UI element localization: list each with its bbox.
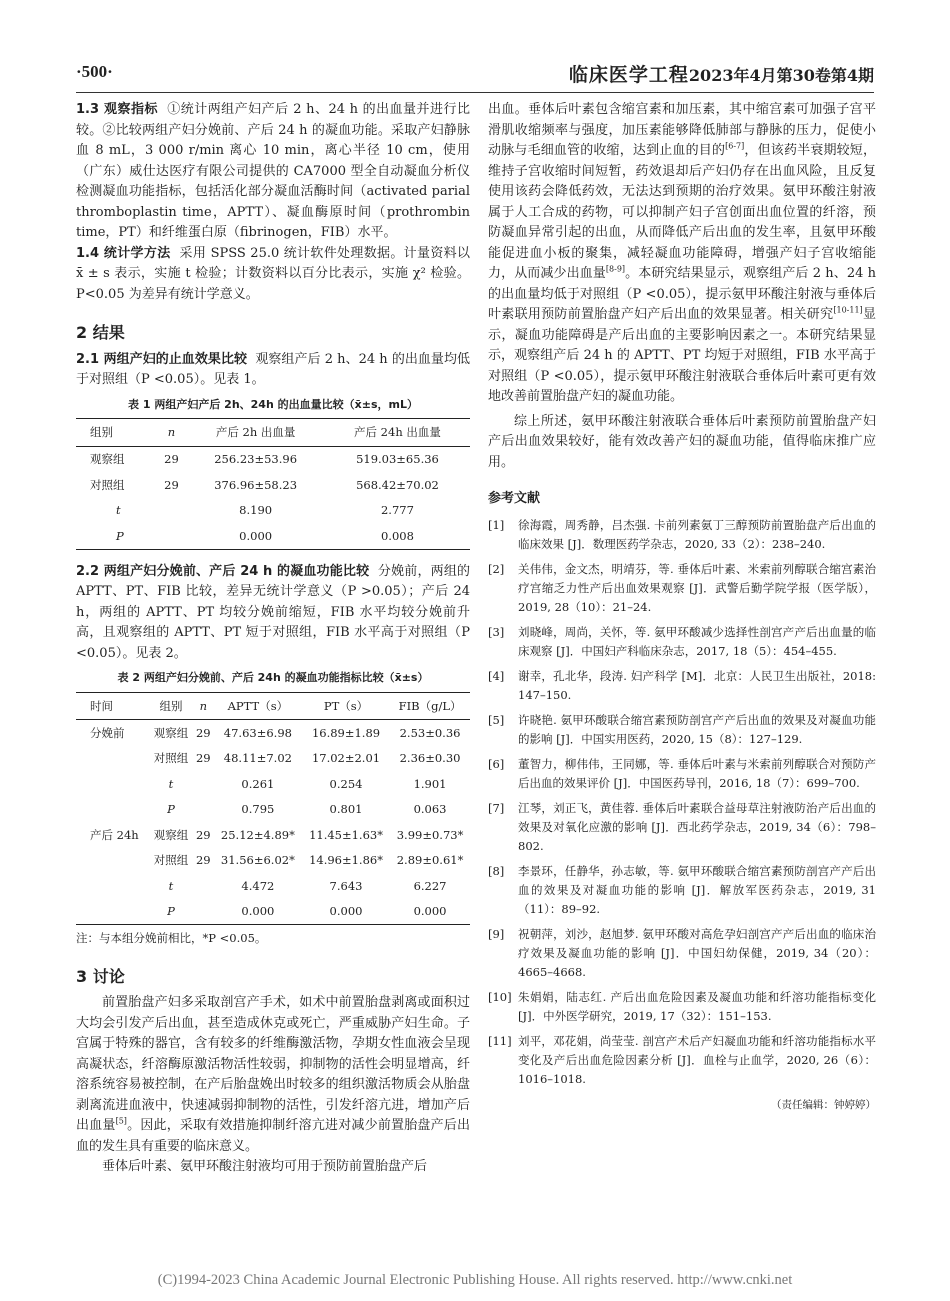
table-cell: 6.227 xyxy=(413,878,447,893)
reference-text: 董智力，柳伟伟，王同娜，等. 垂体后叶素与米索前列醇联合对预防产后出血的效果评价 [J]．中国医药导刊，2016, 18（7）：699–700. xyxy=(518,756,876,790)
reference-item xyxy=(488,711,876,749)
table-cell: 568.42±70.02 xyxy=(356,477,439,492)
table-cell: 16.89±1.89 xyxy=(311,725,381,740)
table-cell: 对照组 xyxy=(153,853,189,867)
section-2-2 xyxy=(76,562,470,665)
section-1-3-text: ①统计两组产妇产后 2 h、24 h 的出血量并进行比较。②比较两组产妇分娩前、产后 24 h 的凝血功能。采取产妇静脉血 8 mL，3 000 r/min 离心 10 min，离心半径 10 cm，使用（广东）威仕达医疗有限公司提供的 CA7000 型全自动凝血分析仪检测凝血功能指标，包括活化部分凝血活酶时间（activated parial thromboplastin time，APTT）、凝血酶原时间（prothrombin time，PT）和纤维蛋白原（fibrinogen，FIB）水平。 xyxy=(76,102,471,240)
table-cell: 0.000 xyxy=(302,899,390,925)
reference-number: [1] xyxy=(488,517,505,532)
discussion-text-d: 显示，凝血功能障碍是产后出血的主要影响因素之一。本研究结果显示，观察组产后 24 h 的 APTT、PT 均短于对照组，FIB 水平高于对照组（P <0.05），提示氨甲环酸注射液联合垂体后叶素可更有效地改善前置胎盘产妇的凝血功能。 xyxy=(488,307,876,404)
table-cell: 1.901 xyxy=(413,776,447,791)
table-cell: 29 xyxy=(164,452,179,466)
table-cell: 8.190 xyxy=(239,503,273,517)
reference-number: [3] xyxy=(488,624,505,639)
reference-text: 祝朝萍，刘沙，赵旭梦. 氨甲环酸对高危孕妇剖宫产产后出血的临床治疗效果及凝血功能的影响 [J]．中国妇幼保健，2019, 34（20）：4665–4668. xyxy=(518,926,876,979)
table-cell: 29 xyxy=(195,853,211,867)
table-2-body xyxy=(76,720,470,925)
table-cell: 25.12±4.89* xyxy=(220,827,295,842)
citation-8-9: [8-9] xyxy=(605,264,626,274)
table-cell: 0.795 xyxy=(241,802,275,816)
table-2-header: 时间 xyxy=(76,692,149,720)
table-cell: 0.801 xyxy=(329,802,363,816)
table-cell: t xyxy=(168,878,174,893)
references-list xyxy=(488,516,876,1089)
table-1-caption: 表 1 两组产妇产后 2h、24h 的出血量比较（x̄±s，mL） xyxy=(128,397,418,411)
table-cell: 对照组 xyxy=(153,751,189,765)
section-1-4-heading: 1.4 统计学方法 xyxy=(76,245,171,261)
responsible-editor: （责任编辑：钟婷婷） xyxy=(771,1098,876,1111)
table-1-header-row xyxy=(76,419,470,447)
table-cell: 3.99±0.73* xyxy=(396,827,464,842)
reference-item xyxy=(488,799,876,856)
discussion-paragraph xyxy=(488,100,876,408)
table-cell xyxy=(76,848,149,874)
table-cell: 0.000 xyxy=(186,523,325,549)
table-row xyxy=(76,472,470,498)
table-row xyxy=(76,498,470,524)
table-cell: 31.56±6.02* xyxy=(220,853,295,867)
references-heading: 参考文献 xyxy=(488,491,541,506)
table-cell: 0.254 xyxy=(329,776,363,791)
table-cell: 2.89±0.61* xyxy=(396,853,464,867)
table-cell: P xyxy=(167,802,175,816)
table-1 xyxy=(76,418,470,550)
table-cell xyxy=(193,771,214,797)
reference-number: [5] xyxy=(488,712,505,727)
page-number: ·500· xyxy=(76,62,113,81)
journal-name: 临床医学工程 xyxy=(568,64,689,86)
reference-item xyxy=(488,1032,876,1089)
section-1-3 xyxy=(76,100,470,244)
reference-number: [8] xyxy=(488,863,505,878)
reference-text: 徐海霞，周秀静，吕杰强. 卡前列素氨丁三醇预防前置胎盘产后出血的临床效果 [J]．数理医药学杂志，2020, 33（2）：238–240. xyxy=(518,517,876,551)
table-cell: 256.23±53.96 xyxy=(214,452,298,466)
discussion-text-a: 出血。垂体后叶素包含缩宫素和加压素，其中缩宫素可加强子宫平滑肌收缩频率与强度，加压素能够降低肺部与静脉的压力，促使小动脉与毛细血管的收缩，达到止血的目的 xyxy=(488,102,876,158)
table-cell: 2.777 xyxy=(380,503,414,517)
table-cell xyxy=(157,523,187,549)
table-cell: 29 xyxy=(195,751,211,765)
table-cell: 0.261 xyxy=(241,776,275,791)
reference-text: 许晓艳. 氨甲环酸联合缩宫素预防剖宫产产后出血的效果及对凝血功能的影响 [J]．中国实用医药，2020, 15（8）：127–129. xyxy=(518,712,876,746)
table-row xyxy=(76,771,470,797)
table-row xyxy=(76,848,470,874)
section-3-heading: 3 讨论 xyxy=(76,966,125,986)
reference-item xyxy=(488,667,876,705)
table-cell: 17.02±2.01 xyxy=(311,751,381,765)
table-cell: P xyxy=(149,899,193,925)
table-cell xyxy=(76,771,149,797)
reference-number: [2] xyxy=(488,561,505,576)
journal-issue: 2023年4月第30卷第4期 xyxy=(688,66,874,85)
table-row xyxy=(76,822,470,848)
reference-text: 谢幸，孔北华，段涛. 妇产科学 [M]．北京：人民卫生出版社，2018: 147–150. xyxy=(518,668,876,702)
table-1-header: 产后 24h 出血量 xyxy=(325,419,470,447)
table-cell: 2.36±0.30 xyxy=(399,751,461,765)
section-2-1-heading: 2.1 两组产妇的止血效果比较 xyxy=(76,351,247,367)
reference-text: 江琴，刘正飞，黄佳蓉. 垂体后叶素联合益母草注射液防治产后出血的效果及对氧化应激的影响 [J]．西北药学杂志，2019, 34（6）：798–802. xyxy=(518,800,876,853)
table-2 xyxy=(76,692,470,926)
reference-text: 刘晓峰，周尚，关怀，等. 氨甲环酸减少选择性剖宫产产后出血量的临床观察 [J]．中国妇产科临床杂志，2017, 18（5）：454–455. xyxy=(518,624,876,658)
reference-text: 李景环，任静华，孙志敏，等. 氨甲环酸联合缩宫素预防剖宫产产后出血的效果及对凝血功能的影响 [J]．解放军医药杂志，2019, 31（11）：89–92. xyxy=(518,863,876,916)
table-1-body xyxy=(76,446,470,549)
table-row xyxy=(76,523,470,549)
table-cell: 376.96±58.23 xyxy=(214,477,298,492)
reference-item xyxy=(488,925,876,982)
table-1-header: n xyxy=(157,419,187,447)
reference-text: 关伟伟，金文杰，明靖芬，等. 垂体后叶素、米索前列醇联合缩宫素治疗宫缩乏力性产后出血效果观察 [J]．武警后勤学院学报（医学版），2019, 28（10）：21–24. xyxy=(518,561,876,614)
section-2-heading: 2 结果 xyxy=(76,323,125,342)
table-cell xyxy=(157,498,187,524)
page-header xyxy=(76,58,874,93)
reference-number: [10] xyxy=(488,989,512,1004)
table-cell: 11.45±1.63* xyxy=(309,827,383,842)
conclusion-paragraph: 综上所述，氨甲环酸注射液联合垂体后叶素预防前置胎盘产妇产后出血效果较好，能有效改善产妇的凝血功能，值得临床推广应用。 xyxy=(488,413,876,470)
journal-title xyxy=(569,60,874,87)
table-2-header: FIB（g/L） xyxy=(390,692,470,720)
copyright-footer: (C)1994-2023 China Academic Journal Electronic Publishing House. All rights reserved. http://www.cnki.net xyxy=(157,1272,793,1288)
reference-number: [9] xyxy=(488,926,505,941)
reference-text: 朱娟娟，陆志红. 产后出血危险因素及凝血功能和纤溶功能指标变化 [J]．中外医学研究，2019, 17（32）：151–153. xyxy=(518,989,876,1023)
section-3-paragraph-1 xyxy=(76,993,470,1157)
table-cell: 0.063 xyxy=(413,802,447,816)
table-cell: 47.63±6.98 xyxy=(223,725,292,740)
reference-number: [7] xyxy=(488,800,505,815)
citation-6-7: [6-7] xyxy=(725,141,745,151)
discussion-text-b: ，但该药半衰期较短，维持子宫收缩时间短暂，药效退却后产妇仍存在出血风险，且反复使用该药会降低药效，无法达到预期的治疗效果。氨甲环酸注射液属于人工合成的药物，可以抑制产妇子宫创面出血位置的纤溶，预防凝血异常引起的出血，从而降低产后出血的发生率，且氨甲环酸能促进血小板的聚集，减轻凝血功能障碍，增强产妇子宫收缩能力，从而减少出血量 xyxy=(488,143,876,281)
section-2-2-heading: 2.2 两组产妇分娩前、产后 24 h 的凝血功能比较 xyxy=(76,563,370,579)
table-cell: 29 xyxy=(195,827,211,842)
reference-number: [11] xyxy=(488,1033,512,1048)
table-cell: 观察组 xyxy=(90,452,125,466)
table-2-note: 注：与本组分娩前相比，*P <0.05。 xyxy=(76,931,267,945)
table-2-header-row xyxy=(76,692,470,720)
table-cell: 观察组 xyxy=(153,725,189,740)
table-cell xyxy=(76,797,149,823)
reference-number: [6] xyxy=(488,756,505,771)
reference-text: 刘平，邓花娟，尚莹莹. 剖宫产术后产妇凝血功能和纤溶功能指标水平变化及产后出血危险因素分析 [J]．血栓与止血学，2020, 26（6）：1016–1018. xyxy=(518,1033,876,1086)
reference-item xyxy=(488,862,876,919)
citation-10-11: [10-11] xyxy=(833,305,863,315)
table-row xyxy=(76,446,470,472)
table-cell: t xyxy=(116,503,121,517)
table-cell xyxy=(76,899,149,925)
table-cell: 对照组 xyxy=(90,477,125,492)
table-cell: P xyxy=(76,523,157,549)
reference-item xyxy=(488,516,876,554)
reference-item xyxy=(488,560,876,617)
table-cell: 0.000 xyxy=(390,899,470,925)
table-2-header: APTT（s） xyxy=(214,692,302,720)
section-1-4 xyxy=(76,244,470,306)
section-3-paragraph-2: 垂体后叶素、氨甲环酸注射液均可用于预防前置胎盘产后 xyxy=(102,1159,428,1174)
table-cell: 分娩前 xyxy=(90,725,125,740)
table-1-header: 组别 xyxy=(76,419,157,447)
table-cell: 519.03±65.36 xyxy=(356,452,439,466)
table-cell: 48.11±7.02 xyxy=(223,751,292,765)
table-1-header: 产后 2h 出血量 xyxy=(186,419,325,447)
table-row xyxy=(76,797,470,823)
table-cell: 4.472 xyxy=(241,878,275,893)
discussion-text-c: 。本研究结果显示，观察组产后 2 h、24 h 的出血量均低于对照组（P <0.05），提示氨甲环酸注射液与垂体后叶素联用预防前置胎盘产妇产后出血的效果显著。相关研究 xyxy=(488,266,876,322)
table-cell: 0.000 xyxy=(214,899,302,925)
section-2-1-text: 观察组产后 2 h、24 h 的出血量均低于对照组（P <0.05）。见表 1。 xyxy=(76,351,471,387)
table-cell xyxy=(76,746,149,772)
section-3-p1-tail: 。因此，采取有效措施抑制纤溶亢进对减少前置胎盘产后出血的发生具有重要的临床意义。 xyxy=(76,1118,470,1154)
section-3-p1-text: 前置胎盘产妇多采取剖宫产手术，如术中前置胎盘剥离或面积过大均会引发产后出血，甚至造成休克或死亡，严重威胁产妇生命。子宫属于特殊的器官，含有较多的纤维酶激活物，孕期女性血液会呈现高凝状态，纤溶酶原激活物活性较弱，抑制物的活性会明显增高，纤溶系统容易被控制，在产后胎盘娩出时较多的组织激活物质会从胎盘剥离流进血液中，快速减弱抑制物的活性，引发纤溶亢进，增加产后出血量 xyxy=(76,995,470,1133)
left-column xyxy=(76,100,470,1178)
table-2-header: 组别 xyxy=(149,692,193,720)
section-1-3-heading: 1.3 观察指标 xyxy=(76,102,158,117)
table-2-header: n xyxy=(193,692,214,720)
table-row xyxy=(76,720,470,746)
table-cell xyxy=(193,797,214,823)
reference-number: [4] xyxy=(488,668,505,683)
table-cell xyxy=(193,873,214,899)
right-column xyxy=(488,100,876,1115)
section-2-1 xyxy=(76,350,470,391)
table-cell: 产后 24h xyxy=(90,827,139,842)
table-cell: 观察组 xyxy=(153,827,189,842)
section-2-2-text: 分娩前，两组的 APTT、PT、FIB 比较，差异无统计学意义（P >0.05）；产后 24 h，两组的 APTT、PT 均较分娩前缩短，FIB 水平均较分娩前升高，且观察组的 APTT、PT 短于对照组，FIB 水平高于对照组（P <0.05）。见表 2。 xyxy=(76,563,471,661)
table-cell: 2.53±0.36 xyxy=(399,725,461,740)
table-cell xyxy=(193,899,214,925)
section-1-4-text: 采用 SPSS 25.0 统计软件处理数据。计量资料以 x̄ ± s 表示，实施 t 检验；计数资料以百分比表示，实施 χ² 检验。P<0.05 为差异有统计学意义。 xyxy=(76,245,471,302)
table-row xyxy=(76,899,470,925)
table-2-header: PT（s） xyxy=(302,692,390,720)
table-cell: t xyxy=(168,776,174,791)
table-cell: 7.643 xyxy=(329,878,363,893)
reference-item xyxy=(488,623,876,661)
table-cell: 0.008 xyxy=(325,523,470,549)
table-row xyxy=(76,746,470,772)
table-cell: 14.96±1.86* xyxy=(309,853,383,867)
table-row xyxy=(76,873,470,899)
reference-item xyxy=(488,755,876,793)
table-cell: 29 xyxy=(195,725,211,740)
reference-item xyxy=(488,988,876,1026)
table-cell: 29 xyxy=(164,477,179,492)
table-cell xyxy=(76,873,149,899)
table-2-caption: 表 2 两组产妇分娩前、产后 24h 的凝血功能指标比较（x̄±s） xyxy=(117,671,429,684)
citation-5: [5] xyxy=(115,1116,127,1126)
